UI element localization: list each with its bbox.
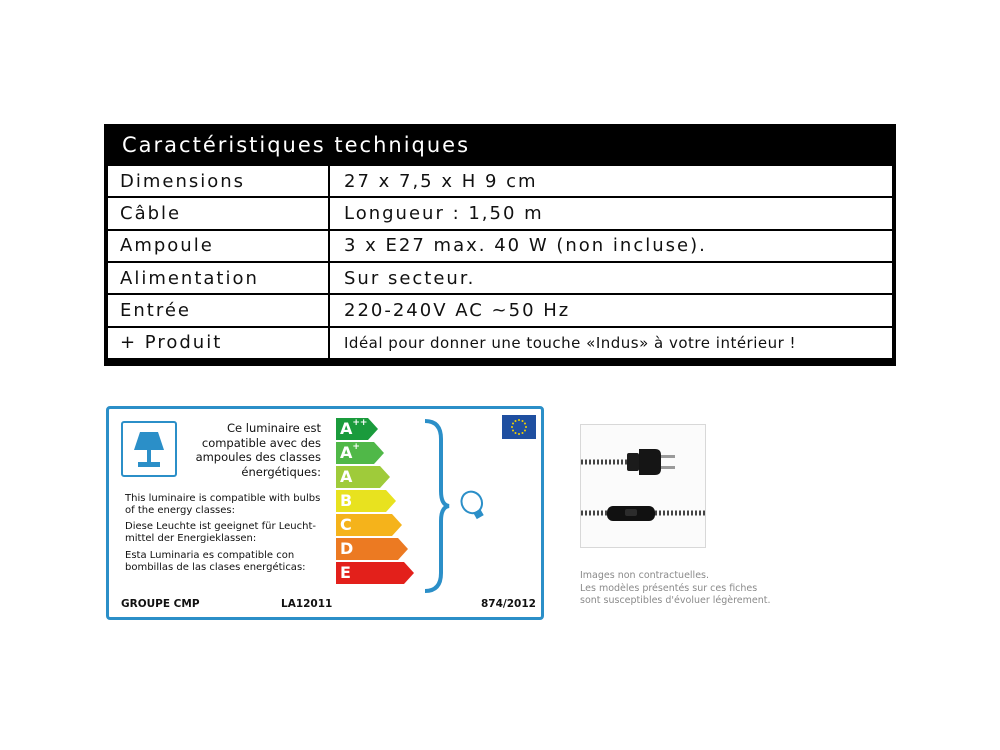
energy-class-letter: A++ xyxy=(340,418,368,438)
energy-class-arrow xyxy=(336,514,402,536)
energy-class-arrow xyxy=(336,466,390,488)
energy-label xyxy=(106,406,544,620)
plug-switch-image xyxy=(580,424,706,548)
disclaimer-line: Les modèles présentés sur ces fiches xyxy=(580,582,758,594)
lamp-icon xyxy=(121,421,177,477)
energy-class-scale xyxy=(336,418,414,586)
disclaimer-line: sont susceptibles d'évoluer légèrement. xyxy=(580,595,771,606)
spec-value: Sur secteur. xyxy=(344,267,476,289)
spec-table-body xyxy=(108,166,892,358)
energy-class-letter: E xyxy=(340,563,351,582)
energy-class-plus: ++ xyxy=(352,418,368,428)
disclaimer-line: Images non contractuelles. xyxy=(580,570,710,581)
spec-table-title: Caractéristiques techniques xyxy=(122,133,471,157)
spec-value: 3 x E27 max. 40 W (non incluse). xyxy=(344,235,707,257)
compat-text-en: This luminaire is compatible with bulbs of the energy classes: xyxy=(125,493,321,516)
spec-row-input xyxy=(108,293,892,325)
compat-text-es: Esta Luminaria es compatible con bombillas de las clases energéticas: xyxy=(125,550,306,573)
energy-class-letter: B xyxy=(340,491,353,510)
spec-key: Ampoule xyxy=(108,231,330,261)
spec-row-power xyxy=(108,261,892,293)
spec-value: 27 x 7,5 x H 9 cm xyxy=(344,170,538,192)
spec-value: 220-240V AC ~50 Hz xyxy=(344,299,571,321)
spec-row-cable xyxy=(108,196,892,228)
energy-class-letter: A xyxy=(340,467,353,486)
spec-key: Entrée xyxy=(108,295,330,325)
energy-class-plus: + xyxy=(352,442,360,452)
energy-class-arrow xyxy=(336,442,384,464)
disclaimer-text xyxy=(580,570,771,608)
regulation-number: 874/2012 xyxy=(481,598,536,610)
compat-text-de: Diese Leuchte ist geeignet für Leucht-mittel der Energieklassen: xyxy=(125,521,317,544)
bracket-icon xyxy=(421,419,451,593)
spec-row-bulb xyxy=(108,229,892,261)
energy-class-arrow xyxy=(336,562,414,584)
spec-key: Alimentation xyxy=(108,263,330,293)
eu-flag-icon xyxy=(502,415,536,439)
manufacturer-name: GROUPE CMP xyxy=(121,598,200,610)
energy-class-letter: A+ xyxy=(340,442,360,462)
spec-value: Longueur : 1,50 m xyxy=(344,202,544,224)
spec-key: + Produit xyxy=(108,328,330,358)
bulb-icon xyxy=(457,487,493,521)
spec-table xyxy=(104,124,896,366)
model-number: LA12011 xyxy=(281,598,333,610)
spec-row-dimensions xyxy=(108,166,892,196)
compat-text-fr: Ce luminaire est compatible avec des ampoules des classes énergétiques: xyxy=(195,421,321,479)
energy-class-arrow xyxy=(336,418,378,440)
energy-class-arrow xyxy=(336,490,396,512)
spec-key: Câble xyxy=(108,198,330,228)
energy-class-letter: C xyxy=(340,515,352,534)
spec-key: Dimensions xyxy=(108,166,330,196)
spec-row-product xyxy=(108,326,892,358)
spec-value: Idéal pour donner une touche «Indus» à votre intérieur ! xyxy=(344,333,797,352)
energy-class-letter: D xyxy=(340,539,354,558)
energy-class-arrow xyxy=(336,538,408,560)
